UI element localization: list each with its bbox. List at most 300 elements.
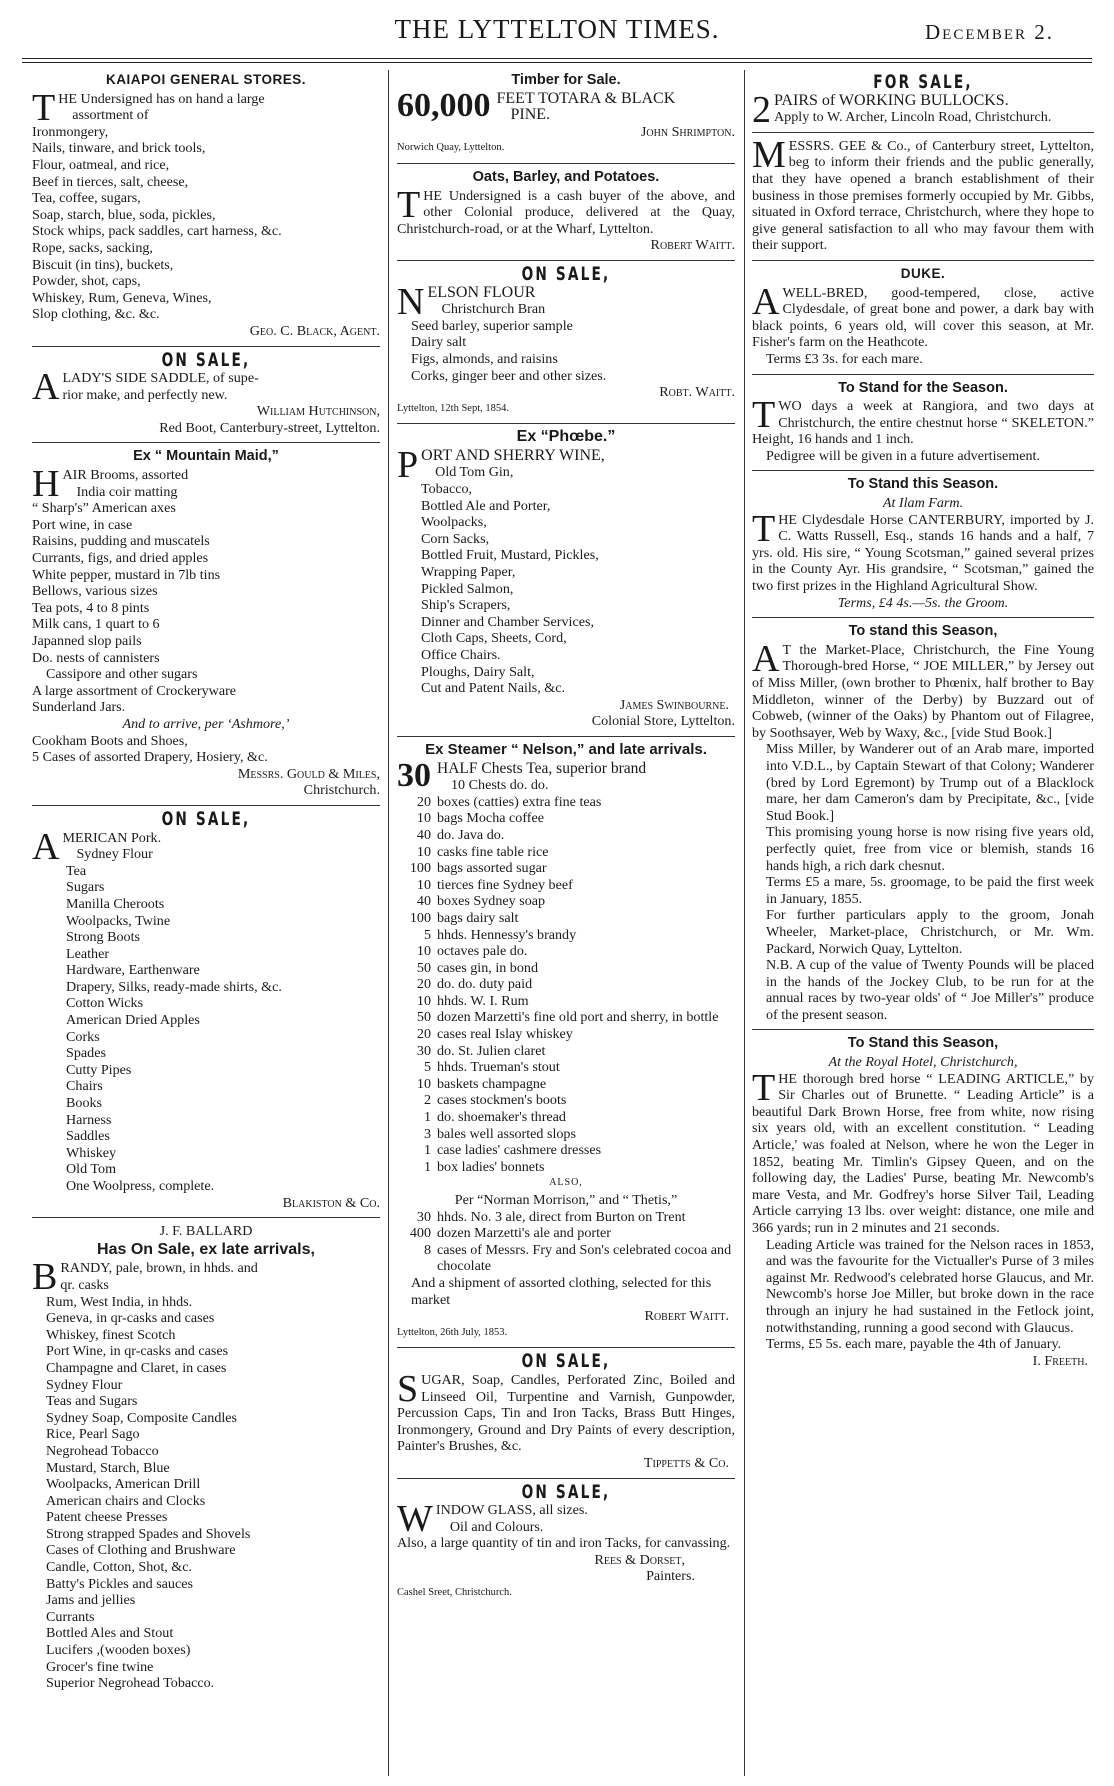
item-list <box>32 500 380 716</box>
drop-cap: A <box>32 825 60 868</box>
list-item: Strong Boots <box>66 929 141 946</box>
drop-cap: H <box>32 463 60 506</box>
description-cell: bales well assorted slops <box>437 1125 576 1142</box>
description-cell: do. Java do. <box>437 826 505 843</box>
ad-text: Pedigree will be given in a future advertisement. <box>766 447 1040 464</box>
ad-american-pork <box>32 807 380 1211</box>
quantity-cell: 20 <box>416 976 431 993</box>
list-item: Geneva, in qr-casks and cases <box>46 1310 215 1327</box>
ad-terms: Terms, £5 5s. each mare, payable the 4th of January. <box>766 1336 1062 1353</box>
table-row <box>397 1109 735 1126</box>
ad-canterbury <box>752 476 1094 611</box>
list-item: Cassipore and other sugars <box>46 666 198 683</box>
ad-separator <box>32 1217 380 1218</box>
ad-text: HE thorough bred horse “ LEADING ARTICLE,” by Sir Charles out of Brunette. “ Leading Article” is a beautiful Dark Brown Horse, free from white, now rising six years old, with an excellent constitution. “ Leading Article,' was foaled at Nelson, where he won the Leger in 1852, beating Mr. Timlin's Gipsey Queen, and on the following day, the Ladies' Purse, beating Mr. Newcomb's mare Vesta, and Mr. Godfrey's horse Silver Tail, Leading Article carrying 13 lbs. over weight: distance, one mile and 366 yards; run in 2 minutes and 21 seconds. <box>752 1070 1094 1236</box>
quantity-cell: 2 <box>423 1092 431 1109</box>
list-item: Woolpacks, Twine <box>66 912 171 929</box>
ad-text: rior make, and perfectly new. <box>62 386 228 403</box>
list-item: One Woolpress, complete. <box>66 1178 215 1194</box>
list-item: Cut and Patent Nails, &c. <box>421 680 566 697</box>
column-divider <box>744 70 745 1776</box>
ad-signature: Robt. Waitt. <box>659 384 735 401</box>
quantity-cell: 8 <box>423 1241 431 1258</box>
list-item: Dinner and Chamber Services, <box>421 613 594 630</box>
drop-cap: W <box>397 1498 433 1541</box>
ad-text: qr. casks <box>60 1276 109 1293</box>
quantity-cell: 10 <box>416 876 431 893</box>
ad-text: AIR Brooms, assorted <box>62 467 189 484</box>
ad-address: Cashel Sreet, Christchurch. <box>397 1587 512 1599</box>
item-list <box>32 1294 380 1692</box>
list-item: Mustard, Starch, Blue <box>46 1459 170 1476</box>
list-item: Cotton Wicks <box>66 995 144 1012</box>
list-item: Figs, almonds, and raisins <box>411 350 558 367</box>
list-item: Batty's Pickles and sauces <box>46 1575 193 1592</box>
ad-side-saddle <box>32 348 380 437</box>
ad-separator <box>397 163 735 164</box>
list-item: Office Chairs. <box>421 647 501 663</box>
list-item: Superior Negrohead Tobacco. <box>46 1675 215 1692</box>
list-item: Port Wine, in qr-casks and cases <box>46 1343 229 1360</box>
quantity-cell: 1 <box>423 1109 431 1126</box>
ad-header: To stand this Season, <box>848 623 998 640</box>
ad-text: INDOW GLASS, all sizes. <box>435 1502 588 1519</box>
list-item: Bottled Ale and Porter, <box>421 497 551 514</box>
list-item: Bottled Fruit, Mustard, Pickles, <box>421 547 599 564</box>
ad-separator <box>752 470 1094 471</box>
table-row <box>397 877 735 894</box>
ad-text: MERICAN Pork. <box>62 829 162 846</box>
list-item: Whiskey, finest Scotch <box>46 1326 176 1343</box>
ad-terms: Terms £3 3s. for each mare. <box>766 350 923 367</box>
list-item: Beef in tierces, salt, cheese, <box>32 173 189 190</box>
list-item: Jams and jellies <box>46 1592 136 1609</box>
drop-cap: A <box>752 280 780 323</box>
description-cell: do. do. duty paid <box>437 976 533 993</box>
table-row <box>397 1043 735 1060</box>
item-list <box>397 318 735 384</box>
table-row <box>397 927 735 944</box>
drop-cap: N <box>397 280 425 323</box>
list-item: Corn Sacks, <box>421 530 490 547</box>
table-row <box>397 1159 735 1176</box>
description-cell: tierces fine Sydney beef <box>437 876 573 893</box>
list-item: Grocer's fine twine <box>46 1658 154 1675</box>
ad-joe-miller <box>752 623 1094 1023</box>
table-row <box>397 1209 735 1226</box>
ad-separator <box>752 260 1094 261</box>
list-item: Saddles <box>66 1128 110 1145</box>
list-item: Powder, shot, caps, <box>32 273 141 290</box>
quantity-cell: 3 <box>423 1125 431 1142</box>
description-cell: hhds. Hennessy's brandy <box>437 926 577 943</box>
newspaper-title: THE LYTTELTON TIMES. <box>394 14 720 44</box>
list-item: Lucifers ,(wooden boxes) <box>46 1642 191 1659</box>
table-row <box>397 1059 735 1076</box>
list-item: Tea, coffee, sugars, <box>32 190 141 207</box>
ad-separator <box>752 1029 1094 1030</box>
ad-subhead: At the Royal Hotel, Christchurch, <box>828 1054 1018 1071</box>
ad-sugar <box>397 1350 735 1471</box>
list-item: 5 Cases of assorted Drapery, Hosiery, &c. <box>32 749 268 766</box>
ad-separator <box>752 374 1094 375</box>
list-item: Ironmongery, <box>32 123 109 140</box>
description-cell: hhds. Trueman's stout <box>437 1059 560 1076</box>
list-item: American Dried Apples <box>66 1012 200 1029</box>
ad-text: HE Undersigned is a cash buyer of the above, and other Colonial produce, delivered at the Quay, Christchurch-road, or at the Wharf, Lyttelton. <box>397 187 735 237</box>
ad-signature: Blakiston & Co. <box>282 1194 380 1211</box>
list-item: Soap, starch, blue, soda, pickles, <box>32 206 216 223</box>
list-item: Dairy salt <box>411 334 467 351</box>
ad-separator <box>397 423 735 424</box>
drop-cap: A <box>752 637 780 680</box>
item-list <box>32 124 380 323</box>
drop-cap: T <box>752 507 776 550</box>
ad-kaiapoi-stores <box>32 72 380 340</box>
list-item: Slop clothing, &c. &c. <box>32 306 160 323</box>
table-row <box>397 993 735 1010</box>
quantity-cell: 20 <box>416 1026 431 1043</box>
ad-text: And a shipment of assorted clothing, selected for this market <box>411 1274 712 1308</box>
ad-ballard <box>32 1223 380 1692</box>
ad-leading-article <box>752 1035 1094 1369</box>
list-item: Leather <box>66 945 110 962</box>
table-row <box>397 910 735 927</box>
ad-date: Lyttelton, 12th Sept, 1854. <box>397 402 509 414</box>
table-row <box>397 810 735 827</box>
ad-header: To Stand this Season, <box>847 1035 999 1052</box>
ad-signature: Robert Waitt. <box>650 237 735 254</box>
quantity-cell: 100 <box>409 860 431 877</box>
list-item: Currants <box>46 1608 95 1625</box>
list-item: Strong strapped Spades and Shovels <box>46 1525 251 1542</box>
quantity-cell: 10 <box>416 992 431 1009</box>
list-item: Spades <box>66 1045 106 1062</box>
ad-signature: Painters. <box>646 1568 695 1585</box>
ad-header: ON SALE, <box>521 262 611 285</box>
ad-header: ON SALE, <box>521 1480 611 1503</box>
ad-gee <box>752 133 1094 254</box>
table-row <box>397 860 735 877</box>
quantity-cell: 1 <box>423 1142 431 1159</box>
ad-signature: John Shrimpton. <box>640 123 735 140</box>
drop-cap: A <box>32 366 60 409</box>
list-item: Patent cheese Presses <box>46 1509 168 1526</box>
list-item: Sydney Soap, Composite Candles <box>46 1409 238 1426</box>
table-row <box>397 794 735 811</box>
quantity-cell: 400 <box>409 1225 431 1242</box>
quantity-cell: 10 <box>416 810 431 827</box>
drop-cap: 2 <box>752 88 771 131</box>
ad-text: N.B. A cup of the value of Twenty Pounds will be placed in the hands of the Jockey Club, to be run for at the annual races by two-year olds' of “ Joe Miller's” produce of the present season. <box>766 957 1094 1023</box>
ad-separator <box>397 736 735 737</box>
list-item: Seed barley, superior sample <box>411 317 573 334</box>
column-2 <box>397 70 735 1602</box>
list-item: Rice, Pearl Sago <box>46 1426 140 1443</box>
ad-text: For further particulars apply to the groom, Jonah Wheeler, Market-place, Christchurch, or Mr. Wm. Packard, Norwich Quay, Lyttelton. <box>766 907 1094 957</box>
ad-text: HALF Chests Tea, superior brand <box>437 759 647 777</box>
ad-address: Colonial Store, Lyttelton. <box>591 713 735 730</box>
ad-header: To Stand this Season. <box>847 476 999 493</box>
ad-separator <box>32 346 380 347</box>
ad-text: T the Market-Place, Christchurch, the Fine Young Thorough-bred Horse, “ JOE MILLER,” by Jersey out of Miss Miller, (own brother to Phœnix, half brother to Bay Middleton, winner of the Derby) by Buzzard out of Cobweb, (winner of the Oaks) by Phantom out of Filagree, by Soothsayer, Web by Waxy, &c., [vide Stud Book.] <box>752 641 1094 741</box>
ad-text: FEET TOTARA & BLACK <box>496 89 676 107</box>
description-cell: dozen Marzetti's ale and porter <box>437 1225 611 1242</box>
list-item: Sydney Flour <box>76 846 153 863</box>
quantity-cell: 30 <box>416 1208 431 1225</box>
ad-text: ELSON FLOUR <box>427 283 536 301</box>
list-item: Woolpacks, American Drill <box>46 1476 201 1493</box>
ad-header: Ex “ Mountain Maid,” <box>133 448 279 465</box>
ad-header: ON SALE, <box>161 348 251 371</box>
ad-header: ON SALE, <box>161 807 251 830</box>
list-item: Biscuit (in tins), buckets, <box>32 256 174 273</box>
table-row <box>397 976 735 993</box>
description-cell: cases of Messrs. Fry and Son's celebrated cocoa and chocolate <box>437 1241 732 1275</box>
ad-header: KAIAPOI GENERAL STORES. <box>105 72 307 87</box>
item-list <box>397 481 735 697</box>
column-3 <box>752 70 1094 1369</box>
list-item: Cases of Clothing and Brushware <box>46 1542 236 1559</box>
ad-bullocks <box>752 71 1094 131</box>
list-item: Whiskey, Rum, Geneva, Wines, <box>32 289 212 306</box>
ad-header: ON SALE, <box>521 1350 611 1373</box>
ad-signature: William Hutchinson, <box>256 403 380 420</box>
description-cell: hhds. No. 3 ale, direct from Burton on Trent <box>437 1208 686 1225</box>
issue-date: December 2. <box>924 20 1054 44</box>
ad-window-glass <box>397 1480 735 1602</box>
list-item: Drapery, Silks, ready-made shirts, &c. <box>66 978 282 995</box>
ad-text: HE Undersigned has on hand a large <box>58 90 265 107</box>
masthead-rule <box>22 58 1092 63</box>
ad-oats <box>397 169 735 254</box>
ad-text: Oil and Colours. <box>449 1518 544 1535</box>
description-cell: boxes (catties) extra fine teas <box>437 793 602 810</box>
list-item: Books <box>66 1095 103 1112</box>
ad-date: Lyttelton, 26th July, 1853. <box>397 1326 508 1338</box>
ad-name: J. F. BALLARD <box>159 1223 253 1240</box>
list-item: Ploughs, Dairy Salt, <box>421 663 535 680</box>
ad-signature: James Swinbourne. <box>619 696 729 713</box>
ad-text: ESSRS. GEE & Co., of Canterbury street, Lyttelton, beg to inform their friends and the public generally, that they have opened a branch establishment of their business in those premises formerly occupied by Mr. Gibbs, situated in Oxford terrace, Christchurch, where they hope to give general satisfaction to all who may favour them with their support. <box>752 137 1094 254</box>
quantity-cell: 20 <box>416 793 431 810</box>
list-item: Chairs <box>66 1078 103 1095</box>
list-item: Corks, ginger beer and other sizes. <box>411 367 607 384</box>
item-list <box>32 863 380 1195</box>
list-item: Milk cans, 1 quart to 6 <box>32 616 160 633</box>
ad-signature: I. Freeth. <box>1032 1352 1088 1369</box>
ad-header: Ex Steamer “ Nelson,” and late arrivals. <box>425 740 707 758</box>
description-cell: casks fine table rice <box>437 843 549 860</box>
ad-header: DUKE. <box>900 265 946 281</box>
drop-cap: T <box>32 86 56 129</box>
drop-cap: T <box>752 1066 776 1109</box>
ad-separator <box>397 260 735 261</box>
ad-text: RANDY, pale, brown, in hhds. and <box>60 1260 258 1277</box>
table-row <box>397 1076 735 1093</box>
quantity-cell: 5 <box>423 926 431 943</box>
list-item: Bottled Ales and Stout <box>46 1625 174 1642</box>
list-item: Corks <box>66 1028 100 1045</box>
ad-mountain-maid <box>32 448 380 798</box>
description-cell: boxes Sydney soap <box>437 893 546 910</box>
list-item: Tea <box>66 862 87 879</box>
ad-text: UGAR, Soap, Candles, Perforated Zinc, Boiled and Linseed Oil, Turpentine and Varnish, Gunpowder, Percussion Caps, Tin and Iron Tacks, Brass Butt Hinges, Ironmongery, Ground and Dry Paints of every description, Painter's Brushes, &c. <box>397 1371 735 1455</box>
list-item: Pickled Salmon, <box>421 580 514 597</box>
description-cell: do. shoemaker's thread <box>437 1109 566 1126</box>
ad-separator <box>752 132 1094 133</box>
list-item: Whiskey <box>66 1144 117 1161</box>
ad-subhead: And to arrive, per ‘Ashmore,’ <box>122 715 290 732</box>
list-item: Old Tom Gin, <box>435 464 514 481</box>
ad-text: PINE. <box>510 106 551 124</box>
ad-signature: Tippetts & Co. <box>643 1454 729 1471</box>
description-cell: do. St. Julien claret <box>437 1042 546 1059</box>
ad-address: Red Boot, Canterbury-street, Lyttelton. <box>159 419 380 436</box>
list-item: Champagne and Claret, in cases <box>46 1359 227 1376</box>
ad-header: Has On Sale, ex late arrivals, <box>97 1240 315 1258</box>
table-row <box>397 893 735 910</box>
ad-number: 60,000 <box>397 86 491 124</box>
ad-text: assortment of <box>72 107 149 124</box>
description-cell: dozen Marzetti's fine old port and sherry, in bottle <box>437 1009 719 1026</box>
ad-nelson-flour <box>397 262 735 417</box>
ad-text: WO days a week at Rangiora, and two days at Christchurch, the entire chestnut horse “ SKELETON.” Height, 16 hands and 1 inch. <box>752 398 1094 448</box>
list-item: Christchurch Bran <box>441 301 546 318</box>
list-item: Stock whips, pack saddles, cart harness, &c. <box>32 223 282 240</box>
description-cell: cases stockmen's boots <box>437 1092 567 1109</box>
description-cell: bags assorted sugar <box>437 860 547 877</box>
list-item: Flour, oatmeal, and rice, <box>32 156 170 173</box>
ad-text: Leading Article was trained for the Nelson races in 1853, and was the favourite for the Victualler's Purse of 3 miles against Mr. Redwood's celebrated horse Glaucus, and Mr. Newcomb's horse Joe Miller, but broke down in the race through an injury he had sustained in the Fetlock joint, notwithstanding, running a good second with Glaucus. <box>766 1236 1094 1336</box>
list-item: Cloth Caps, Sheets, Cord, <box>421 630 567 647</box>
table-row <box>397 844 735 861</box>
table-row <box>397 1092 735 1109</box>
list-item: Rum, West India, in hhds. <box>46 1293 193 1310</box>
ad-text: PAIRS of WORKING BULLOCKS. <box>774 91 1009 109</box>
list-item: Nails, tinware, and brick tools, <box>32 140 206 157</box>
list-item: American chairs and Clocks <box>46 1492 206 1509</box>
quantity-cell: 1 <box>423 1158 431 1175</box>
column-1 <box>32 70 380 1692</box>
ad-text: HE Clydesdale Horse CANTERBURY, imported by J. C. Watts Russell, Esq., stands 16 hands and a half, 7 yrs. old. His sire, “ Young Scotsman,” gained several prizes in the County Ayr. His grandsire, “ Scotsman,” gained the two first prizes in the Highland Agricultural Show. <box>752 511 1094 595</box>
list-item: Cutty Pipes <box>66 1061 132 1078</box>
list-item: Raisins, pudding and muscatels <box>32 533 210 550</box>
list-item: Manilla Cheroots <box>66 895 165 912</box>
list-item: Ship's Scrapers, <box>421 597 511 614</box>
list-item: Hardware, Earthenware <box>66 962 200 979</box>
ad-header: Ex “Phœbe.” <box>516 428 616 446</box>
column-divider <box>388 70 389 1776</box>
quantity-cell: 40 <box>416 893 431 910</box>
description-cell: bags Mocha coffee <box>437 810 544 827</box>
ad-header: Oats, Barley, and Potatoes. <box>472 168 660 185</box>
ad-phoebe <box>397 429 735 730</box>
ad-terms: Terms, £4 4s.—5s. the Groom. <box>837 594 1009 611</box>
quantity-cell: 10 <box>416 1075 431 1092</box>
ad-separator <box>32 442 380 443</box>
ad-subhead: ALSO, <box>549 1177 583 1189</box>
description-cell: cases gin, in bond <box>437 959 538 976</box>
table-row <box>397 960 735 977</box>
list-item: Candle, Cotton, Shot, &c. <box>46 1559 193 1576</box>
list-item: Do. nests of cannisters <box>32 649 160 666</box>
quantity-cell: 100 <box>409 909 431 926</box>
ad-text: Terms £5 a mare, 5s. groomage, to be paid the first week in January, 1855. <box>766 874 1094 907</box>
list-item: Tea pots, 4 to 8 pints <box>32 599 150 616</box>
table-row <box>397 1009 735 1026</box>
ad-separator <box>397 1478 735 1479</box>
table-row <box>397 1225 735 1242</box>
ad-subhead: At Ilam Farm. <box>882 495 964 512</box>
quantity-cell: 10 <box>416 843 431 860</box>
list-item: Harness <box>66 1111 112 1128</box>
list-item: Old Tom <box>66 1161 117 1178</box>
description-cell: case ladies' cashmere dresses <box>437 1142 602 1159</box>
ad-signature: Messrs. Gould & Miles, <box>237 765 380 782</box>
list-item: Port wine, in case <box>32 516 133 533</box>
description-cell: baskets champagne <box>437 1075 547 1092</box>
list-item: “ Sharp's” American axes <box>32 500 176 517</box>
list-item: White pepper, mustard in 7lb tins <box>32 566 221 583</box>
ad-text: LADY'S SIDE SADDLE, of supe- <box>62 370 259 387</box>
table-row <box>397 827 735 844</box>
table-row <box>397 943 735 960</box>
ad-header: To Stand for the Season. <box>838 379 1008 396</box>
drop-cap: T <box>752 394 776 437</box>
table-row <box>397 1026 735 1043</box>
ad-text: 10 Chests do. do. <box>451 777 549 794</box>
description-cell: box ladies' bonnets <box>437 1158 545 1175</box>
ad-subhead: Per “Norman Morrison,” and “ Thetis,” <box>454 1192 678 1208</box>
list-item: Teas and Sugars <box>46 1393 138 1410</box>
ad-signature: Robert Waitt. <box>644 1308 729 1325</box>
drop-cap: M <box>752 133 786 176</box>
description-cell: bags dairy salt <box>437 909 519 926</box>
ad-signature: Geo. C. Black, Agent. <box>249 322 380 339</box>
quantity-cell: 50 <box>416 1009 431 1026</box>
list-item: Tobacco, <box>421 481 473 498</box>
ad-text: Apply to W. Archer, Lincoln Road, Christchurch. <box>774 109 1052 126</box>
list-item: Wrapping Paper, <box>421 564 516 581</box>
ad-duke <box>752 266 1094 368</box>
ad-timber <box>397 72 735 157</box>
list-item: Sunderland Jars. <box>32 699 126 716</box>
drop-cap: P <box>397 443 419 486</box>
ad-text: Miss Miller, by Wanderer out of an Arab mare, imported into V.D.L., by Captain Stewart of that Colony; Wanderer (bred by Lord Egremont) by Trump out of a Blacklock mare, her dam Cameron's dam by Precipitate, &c., [vide Stud Book.] <box>766 741 1094 824</box>
masthead <box>0 14 1114 58</box>
description-cell: octaves pale do. <box>437 943 528 960</box>
list-item: Sydney Flour <box>46 1376 123 1393</box>
table-row <box>397 1142 735 1159</box>
ad-text: ORT AND SHERRY WINE, <box>421 446 605 464</box>
quantity-cell: 50 <box>416 959 431 976</box>
drop-cap: S <box>397 1367 419 1410</box>
list-item: Currants, figs, and dried apples <box>32 550 209 567</box>
list-item: A large assortment of Crockeryware <box>32 682 237 699</box>
description-cell: cases real Islay whiskey <box>437 1026 573 1043</box>
ad-header: FOR SALE, <box>873 71 973 93</box>
ad-skeleton <box>752 380 1094 465</box>
ad-text: This promising young horse is now rising five years old, perfectly quiet, free from vice or blemish, stands 16 hands high, a rich dark chesnut. <box>766 824 1094 874</box>
quantity-cell: 5 <box>423 1059 431 1076</box>
ad-separator <box>397 1347 735 1348</box>
ad-number: 30 <box>397 756 431 794</box>
list-item: Cookham Boots and Shoes, <box>32 732 188 749</box>
list-item: Bellows, various sizes <box>32 583 158 600</box>
table-row <box>397 1242 735 1275</box>
ad-separator <box>752 617 1094 618</box>
